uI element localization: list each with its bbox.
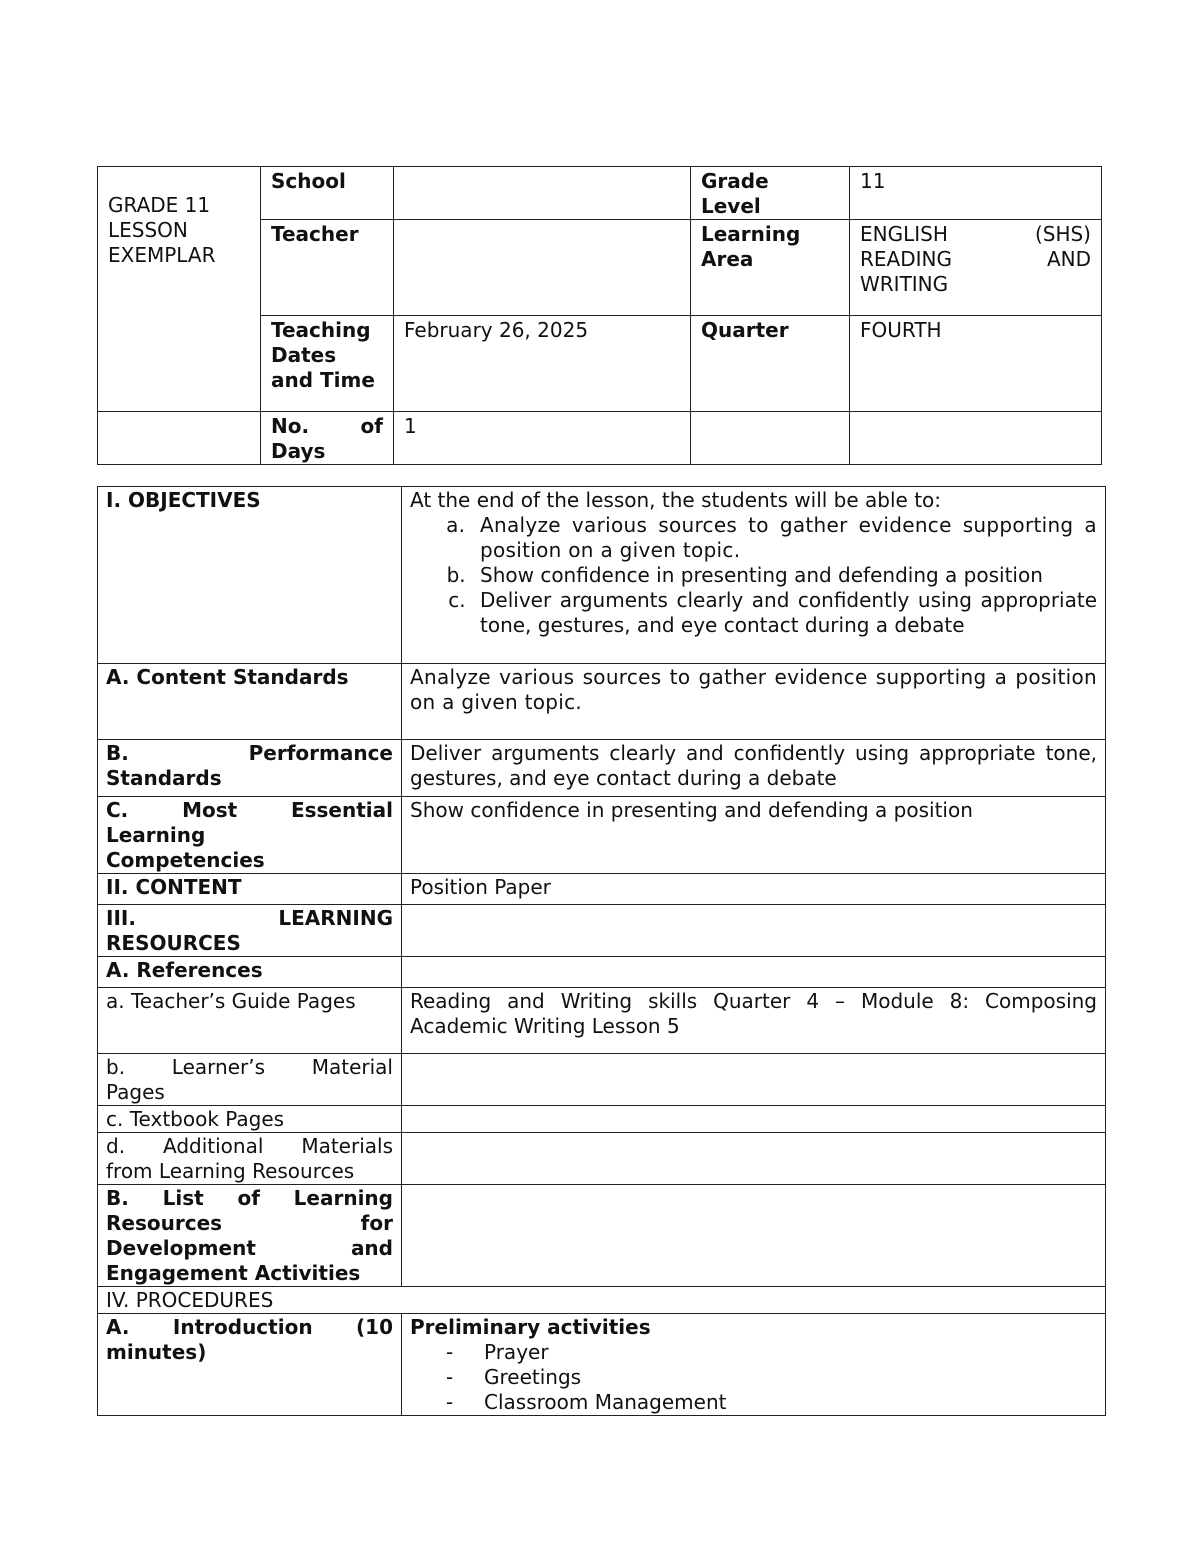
objectives-list [410, 513, 1097, 638]
objectives-intro: At the end of the lesson, the students will be able to: [410, 488, 942, 512]
procedures-label: IV. PROCEDURES [98, 1287, 1106, 1314]
learning-resources-label: III. LEARNING RESOURCES [98, 905, 402, 957]
teacher-value [394, 220, 691, 316]
performance-standards-value: Deliver arguments clearly and confidently using appropriate tone, gestures, and eye contact during a debate [402, 740, 1106, 797]
teaching-dates-value: February 26, 2025 [394, 316, 691, 412]
header-table [97, 166, 1102, 465]
days-value: 1 [394, 412, 691, 465]
teaching-dates-label: Teaching Dates and Time [261, 316, 394, 412]
empty-cell [850, 412, 1102, 465]
learning-area-value: ENGLISH (SHS) READING AND WRITING [850, 220, 1102, 316]
performance-standards-label: B. Performance Standards [98, 740, 402, 797]
introduction-label: A. Introduction (10 minutes) [98, 1314, 402, 1416]
content-label: II. CONTENT [98, 874, 402, 905]
empty-cell [98, 412, 261, 465]
list-resources-value [402, 1185, 1106, 1287]
learners-material-label: b. Learner’s Material Pages [98, 1054, 402, 1106]
grade-level-value: 11 [850, 167, 1102, 220]
textbook-label: c. Textbook Pages [98, 1106, 402, 1133]
additional-materials-label: d. Additional Materials from Learning Resources [98, 1133, 402, 1185]
objectives-label: I. OBJECTIVES [98, 487, 402, 664]
objective-item: c. Deliver arguments clearly and confidently using appropriate tone, gestures, and eye contact during a debate [472, 588, 1097, 638]
content-standards-value: Analyze various sources to gather evidence supporting a position on a given topic. [402, 664, 1106, 740]
preliminary-item: - Classroom Management [480, 1390, 1097, 1415]
teacher-label: Teacher [261, 220, 394, 316]
teachers-guide-label: a. Teacher’s Guide Pages [98, 988, 402, 1054]
learning-area-label: Learning Area [691, 220, 850, 316]
melc-value: Show confidence in presenting and defending a position [402, 797, 1106, 874]
objective-item: a. Analyze various sources to gather evidence supporting a position on a given topic. [472, 513, 1097, 563]
teachers-guide-value: Reading and Writing skills Quarter 4 – Module 8: Composing Academic Writing Lesson 5 [402, 988, 1106, 1054]
preliminary-title: Preliminary activities [410, 1315, 651, 1339]
quarter-value: FOURTH [850, 316, 1102, 412]
additional-materials-value [402, 1133, 1106, 1185]
list-resources-label: B. List of Learning Resources for Development and Engagement Activities [98, 1185, 402, 1287]
lesson-table [97, 486, 1106, 1416]
textbook-value [402, 1106, 1106, 1133]
lesson-exemplar-title: GRADE 11 LESSON EXEMPLAR [98, 167, 261, 412]
preliminary-list [410, 1340, 1097, 1415]
objectives-value [402, 487, 1106, 664]
learning-resources-value [402, 905, 1106, 957]
grade-level-label: Grade Level [691, 167, 850, 220]
preliminary-item: - Prayer [480, 1340, 1097, 1365]
quarter-label: Quarter [691, 316, 850, 412]
references-value [402, 957, 1106, 988]
melc-label: C. Most Essential Learning Competencies [98, 797, 402, 874]
school-label: School [261, 167, 394, 220]
preliminary-item: - Greetings [480, 1365, 1097, 1390]
school-value [394, 167, 691, 220]
introduction-value [402, 1314, 1106, 1416]
content-value: Position Paper [402, 874, 1106, 905]
content-standards-label: A. Content Standards [98, 664, 402, 740]
days-label: No. of Days [261, 412, 394, 465]
references-label: A. References [98, 957, 402, 988]
objective-item: b. Show confidence in presenting and defending a position [472, 563, 1097, 588]
empty-cell [691, 412, 850, 465]
learners-material-value [402, 1054, 1106, 1106]
